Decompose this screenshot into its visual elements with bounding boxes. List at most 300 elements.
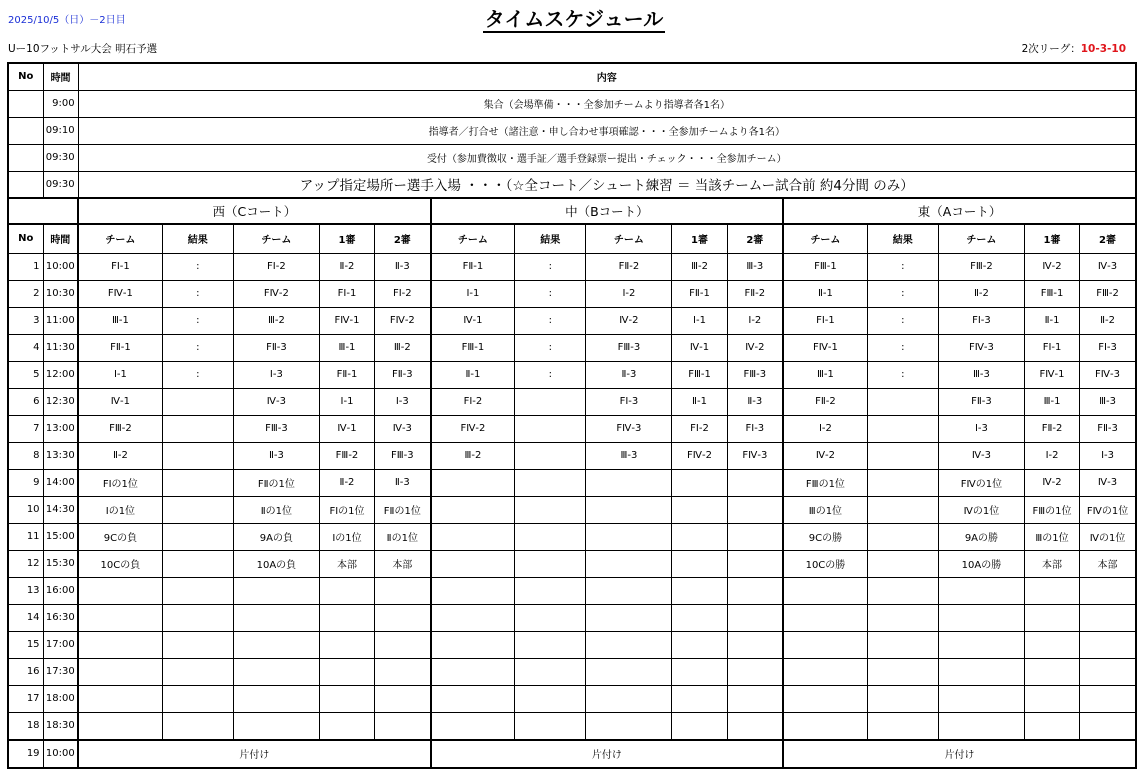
match-team-b: FⅢ-2 <box>938 253 1024 280</box>
match-referee-2: 本部 <box>375 550 431 577</box>
match-team-b <box>586 604 672 631</box>
match-no: 2 <box>8 280 43 307</box>
match-result <box>515 685 586 712</box>
top-header-row <box>8 63 1136 90</box>
match-team-a <box>78 712 162 740</box>
match-referee-1: FⅣ-1 <box>319 307 374 334</box>
match-team-b: FⅢ-3 <box>586 334 672 361</box>
match-result <box>867 631 938 658</box>
match-team-a: Ⅱ-2 <box>78 442 162 469</box>
match-referee-1 <box>1024 604 1079 631</box>
match-result <box>867 388 938 415</box>
match-referee-2 <box>1080 577 1136 604</box>
match-referee-1: FⅡ-1 <box>672 280 727 307</box>
info-text: 受付（参加費徴収・選手証／選手登録票ー提出・チェック・・・全参加チーム） <box>78 144 1136 171</box>
cleanup-time: 10:00 <box>43 740 78 768</box>
match-team-b: Ⅳ-3 <box>938 442 1024 469</box>
match-team-a: 9Cの負 <box>78 523 162 550</box>
match-referee-2 <box>1080 712 1136 740</box>
match-referee-2: Ⅳ-2 <box>727 334 783 361</box>
col-ref2: 2審 <box>375 224 431 253</box>
col-time: 時間 <box>43 224 78 253</box>
match-result <box>515 658 586 685</box>
match-team-a <box>431 496 515 523</box>
match-result <box>162 388 233 415</box>
match-team-a <box>431 712 515 740</box>
match-team-a: Ⅰ-2 <box>783 415 867 442</box>
match-result <box>867 469 938 496</box>
match-referee-1: Ⅲの1位 <box>1024 523 1079 550</box>
match-referee-1: Ⅳ-2 <box>1024 253 1079 280</box>
match-referee-2 <box>727 496 783 523</box>
match-referee-1 <box>319 685 374 712</box>
match-referee-2 <box>727 523 783 550</box>
schedule-date: 2025/10/5（日）－2日目 <box>8 15 126 26</box>
match-team-b: Ⅳの1位 <box>938 496 1024 523</box>
match-time: 13:30 <box>43 442 78 469</box>
match-team-a: Ⅳ-2 <box>783 442 867 469</box>
match-result <box>515 523 586 550</box>
col-team-b: チーム <box>233 224 319 253</box>
info-time: 09:30 <box>43 144 78 171</box>
match-result <box>867 604 938 631</box>
match-team-b <box>586 496 672 523</box>
match-team-a: FⅢ-1 <box>783 253 867 280</box>
match-result: : <box>162 361 233 388</box>
match-referee-2 <box>1080 685 1136 712</box>
info-time: 09:10 <box>43 117 78 144</box>
match-referee-2: Ⅲ-3 <box>1080 388 1136 415</box>
match-referee-1: FⅠ-1 <box>1024 334 1079 361</box>
match-result <box>515 550 586 577</box>
match-referee-2: Ⅱの1位 <box>375 523 431 550</box>
match-team-a <box>78 685 162 712</box>
match-result <box>162 523 233 550</box>
match-referee-1: Ⅲ-1 <box>1024 388 1079 415</box>
col-team-a: チーム <box>783 224 867 253</box>
no-header: No <box>8 63 43 90</box>
match-result <box>515 496 586 523</box>
match-no: 16 <box>8 658 43 685</box>
match-team-b: FⅡ-3 <box>938 388 1024 415</box>
match-result <box>515 469 586 496</box>
match-team-a <box>783 631 867 658</box>
match-referee-2: FⅣの1位 <box>1080 496 1136 523</box>
match-team-b: FⅠ-3 <box>938 307 1024 334</box>
match-referee-1 <box>672 712 727 740</box>
match-referee-2 <box>727 712 783 740</box>
match-time: 16:30 <box>43 604 78 631</box>
match-result <box>515 712 586 740</box>
info-row <box>8 171 1136 198</box>
match-row <box>8 388 1136 415</box>
match-team-b: Ⅲ-3 <box>586 442 672 469</box>
info-text: アップ指定場所ー選手入場 ・・・（☆全コート／シュート練習 ＝ 当該チームー試合前 約4分間 のみ） <box>78 171 1136 198</box>
match-result: : <box>515 307 586 334</box>
match-result <box>162 631 233 658</box>
match-referee-1: FⅢ-1 <box>1024 280 1079 307</box>
match-team-a <box>78 604 162 631</box>
match-team-a <box>783 604 867 631</box>
match-referee-1 <box>1024 712 1079 740</box>
cleanup-label: 片付け <box>783 740 1136 768</box>
match-referee-2: Ⅳの1位 <box>1080 523 1136 550</box>
match-result: : <box>515 253 586 280</box>
court-title: 中（Bコート） <box>431 198 784 224</box>
match-team-a: FⅣ-1 <box>78 280 162 307</box>
match-time: 11:30 <box>43 334 78 361</box>
match-team-b <box>586 712 672 740</box>
match-team-b <box>586 658 672 685</box>
match-team-b: FⅡ-2 <box>586 253 672 280</box>
match-team-b: 10Aの勝 <box>938 550 1024 577</box>
match-referee-2: FⅠ-2 <box>375 280 431 307</box>
match-team-a: FⅢの1位 <box>783 469 867 496</box>
match-time: 16:00 <box>43 577 78 604</box>
match-team-a: FⅡ-1 <box>431 253 515 280</box>
match-row <box>8 442 1136 469</box>
match-team-a <box>431 550 515 577</box>
match-team-b <box>586 631 672 658</box>
match-referee-2: 本部 <box>1080 550 1136 577</box>
match-referee-2 <box>727 469 783 496</box>
match-team-b <box>938 631 1024 658</box>
col-team-b: チーム <box>586 224 672 253</box>
match-referee-2 <box>727 604 783 631</box>
match-referee-2: FⅡ-3 <box>375 361 431 388</box>
match-result <box>162 415 233 442</box>
event-name: Uー10フットサル大会 明石予選 <box>8 43 158 55</box>
match-no: 15 <box>8 631 43 658</box>
match-result: : <box>162 307 233 334</box>
match-no: 11 <box>8 523 43 550</box>
info-no <box>8 144 43 171</box>
schedule-body <box>8 63 1136 768</box>
match-referee-2 <box>727 631 783 658</box>
match-team-a <box>783 577 867 604</box>
match-result <box>867 685 938 712</box>
match-team-b <box>938 712 1024 740</box>
match-referee-1: Ⅰ-1 <box>672 307 727 334</box>
match-result <box>867 658 938 685</box>
match-team-a: FⅠ-2 <box>431 388 515 415</box>
match-row <box>8 658 1136 685</box>
match-no: 10 <box>8 496 43 523</box>
match-row <box>8 550 1136 577</box>
info-text: 集合（会場準備・・・全参加チームより指導者各1名） <box>78 90 1136 117</box>
match-team-a: 9Cの勝 <box>783 523 867 550</box>
match-no: 13 <box>8 577 43 604</box>
match-result <box>162 658 233 685</box>
match-referee-2: FⅢ-3 <box>727 361 783 388</box>
match-referee-1: Ⅱ-2 <box>319 469 374 496</box>
match-team-a <box>431 631 515 658</box>
match-result <box>867 496 938 523</box>
match-result: : <box>867 361 938 388</box>
col-team-a: チーム <box>431 224 515 253</box>
match-team-a <box>78 577 162 604</box>
cleanup-label: 片付け <box>78 740 431 768</box>
match-team-a <box>783 712 867 740</box>
match-team-a: FⅣ-2 <box>431 415 515 442</box>
match-team-a: FⅡ-2 <box>783 388 867 415</box>
match-time: 17:30 <box>43 658 78 685</box>
column-header-row <box>8 224 1136 253</box>
col-ref1: 1審 <box>319 224 374 253</box>
match-no: 9 <box>8 469 43 496</box>
match-time: 14:00 <box>43 469 78 496</box>
match-team-a: FⅢ-2 <box>78 415 162 442</box>
match-row <box>8 712 1136 740</box>
cleanup-no: 19 <box>8 740 43 768</box>
match-referee-1 <box>672 469 727 496</box>
match-result <box>162 469 233 496</box>
match-team-a: 10Cの負 <box>78 550 162 577</box>
match-referee-1: FⅠ-2 <box>672 415 727 442</box>
match-referee-2: Ⅲ-3 <box>727 253 783 280</box>
match-referee-1 <box>672 631 727 658</box>
page-title <box>0 3 1148 32</box>
match-team-b: Ⅱ-3 <box>586 361 672 388</box>
match-no: 17 <box>8 685 43 712</box>
match-referee-1 <box>319 577 374 604</box>
match-referee-1 <box>672 658 727 685</box>
match-referee-2: Ⅳ-3 <box>1080 253 1136 280</box>
match-team-a: FⅠ-1 <box>78 253 162 280</box>
match-result <box>515 604 586 631</box>
match-team-a <box>431 577 515 604</box>
match-referee-1: FⅣ-2 <box>672 442 727 469</box>
match-team-a: Ⅳ-1 <box>431 307 515 334</box>
match-team-a: Ⅲ-2 <box>431 442 515 469</box>
league-code: 10-3-10 <box>1080 43 1126 55</box>
match-referee-2 <box>1080 631 1136 658</box>
match-referee-1: Ⅲ-2 <box>672 253 727 280</box>
match-result: : <box>867 307 938 334</box>
match-referee-1 <box>1024 577 1079 604</box>
match-no: 4 <box>8 334 43 361</box>
match-team-b: FⅠ-3 <box>586 388 672 415</box>
info-row <box>8 90 1136 117</box>
match-referee-1: 本部 <box>319 550 374 577</box>
match-referee-2 <box>727 550 783 577</box>
col-result: 結果 <box>867 224 938 253</box>
match-referee-1: FⅡ-1 <box>319 361 374 388</box>
match-referee-1: FⅢ-2 <box>319 442 374 469</box>
match-row <box>8 631 1136 658</box>
match-referee-1: 本部 <box>1024 550 1079 577</box>
match-row <box>8 280 1136 307</box>
match-team-b: 9Aの勝 <box>938 523 1024 550</box>
match-team-b <box>938 658 1024 685</box>
match-referee-2: Ⅰ-3 <box>1080 442 1136 469</box>
match-team-b: Ⅰ-2 <box>586 280 672 307</box>
match-row <box>8 334 1136 361</box>
match-team-a <box>783 658 867 685</box>
match-result: : <box>515 361 586 388</box>
match-team-b <box>233 685 319 712</box>
match-result <box>867 442 938 469</box>
match-no: 18 <box>8 712 43 740</box>
match-team-b <box>233 712 319 740</box>
match-referee-2 <box>1080 604 1136 631</box>
match-team-a: Ⅲの1位 <box>783 496 867 523</box>
league-info <box>1022 41 1126 56</box>
match-team-b <box>938 577 1024 604</box>
match-team-a: Ⅱ-1 <box>431 361 515 388</box>
match-team-a <box>431 469 515 496</box>
info-row <box>8 117 1136 144</box>
match-referee-2: Ⅱ-3 <box>727 388 783 415</box>
match-team-b: FⅠ-2 <box>233 253 319 280</box>
match-result: : <box>515 280 586 307</box>
match-referee-2: FⅣ-2 <box>375 307 431 334</box>
match-referee-1: Ⅰの1位 <box>319 523 374 550</box>
match-time: 13:00 <box>43 415 78 442</box>
match-referee-2: Ⅰ-3 <box>375 388 431 415</box>
match-result <box>867 415 938 442</box>
content-header: 内容 <box>78 63 1136 90</box>
match-referee-1 <box>1024 631 1079 658</box>
col-result: 結果 <box>515 224 586 253</box>
cleanup-row <box>8 740 1136 768</box>
match-team-a <box>431 685 515 712</box>
info-no <box>8 171 43 198</box>
match-no: 5 <box>8 361 43 388</box>
match-referee-1 <box>672 604 727 631</box>
match-team-a: FⅠ-1 <box>783 307 867 334</box>
match-referee-2 <box>375 577 431 604</box>
match-team-a: 10Cの勝 <box>783 550 867 577</box>
match-referee-1: FⅢ-1 <box>672 361 727 388</box>
match-team-b <box>586 469 672 496</box>
match-result: : <box>867 253 938 280</box>
match-result <box>515 631 586 658</box>
match-team-a <box>431 523 515 550</box>
match-referee-2 <box>727 685 783 712</box>
match-time: 12:30 <box>43 388 78 415</box>
match-referee-2 <box>375 658 431 685</box>
match-team-b <box>233 631 319 658</box>
league-label: 2次リーグ： <box>1021 43 1081 55</box>
match-referee-1 <box>1024 685 1079 712</box>
info-no <box>8 90 43 117</box>
match-referee-2: FⅠ-3 <box>1080 334 1136 361</box>
match-result <box>515 388 586 415</box>
match-team-b: FⅣ-3 <box>586 415 672 442</box>
match-referee-2: Ⅳ-3 <box>1080 469 1136 496</box>
match-referee-2: Ⅳ-3 <box>375 415 431 442</box>
match-team-a: FⅡ-1 <box>78 334 162 361</box>
match-no: 1 <box>8 253 43 280</box>
col-result: 結果 <box>162 224 233 253</box>
match-result <box>162 550 233 577</box>
match-team-b: Ⅱの1位 <box>233 496 319 523</box>
col-ref2: 2審 <box>1080 224 1136 253</box>
match-referee-2: FⅡ-3 <box>1080 415 1136 442</box>
match-result <box>162 496 233 523</box>
match-result <box>867 550 938 577</box>
match-team-b <box>586 577 672 604</box>
match-team-a <box>431 604 515 631</box>
match-result <box>162 604 233 631</box>
match-team-a: Ⅱ-1 <box>783 280 867 307</box>
match-team-b: Ⅳ-3 <box>233 388 319 415</box>
match-time: 17:00 <box>43 631 78 658</box>
match-referee-2: Ⅱ-3 <box>375 253 431 280</box>
match-time: 15:30 <box>43 550 78 577</box>
match-row <box>8 523 1136 550</box>
match-referee-2: FⅡ-2 <box>727 280 783 307</box>
match-team-a: FⅣ-1 <box>783 334 867 361</box>
match-result: : <box>867 334 938 361</box>
match-no: 3 <box>8 307 43 334</box>
match-referee-1 <box>672 496 727 523</box>
match-referee-2 <box>375 604 431 631</box>
match-result <box>162 685 233 712</box>
info-time: 09:30 <box>43 171 78 198</box>
col-ref2: 2審 <box>727 224 783 253</box>
match-team-b: FⅣの1位 <box>938 469 1024 496</box>
match-row <box>8 604 1136 631</box>
match-team-b <box>938 685 1024 712</box>
match-result: : <box>162 334 233 361</box>
match-referee-1: Ⅱ-2 <box>319 253 374 280</box>
match-time: 11:00 <box>43 307 78 334</box>
match-referee-2: FⅠ-3 <box>727 415 783 442</box>
match-team-b: FⅡ-3 <box>233 334 319 361</box>
page-title-text: タイムスケジュール <box>484 7 664 31</box>
match-referee-2 <box>375 631 431 658</box>
court-row <box>8 198 1136 224</box>
match-row <box>8 469 1136 496</box>
match-referee-1: Ⅰ-1 <box>319 388 374 415</box>
match-team-b: Ⅲ-3 <box>938 361 1024 388</box>
match-team-a: Ⅰ-1 <box>431 280 515 307</box>
match-referee-1 <box>672 550 727 577</box>
match-team-a <box>783 685 867 712</box>
match-referee-2: FⅢ-3 <box>375 442 431 469</box>
match-time: 10:00 <box>43 253 78 280</box>
match-referee-1: Ⅱ-1 <box>672 388 727 415</box>
match-no: 8 <box>8 442 43 469</box>
match-team-a: Ⅰの1位 <box>78 496 162 523</box>
match-referee-1: Ⅳ-2 <box>1024 469 1079 496</box>
match-team-b: FⅣ-2 <box>233 280 319 307</box>
match-referee-1: FⅣ-1 <box>1024 361 1079 388</box>
cleanup-label: 片付け <box>431 740 784 768</box>
match-referee-1 <box>319 658 374 685</box>
match-team-a: Ⅲ-1 <box>783 361 867 388</box>
match-team-a: FⅢ-1 <box>431 334 515 361</box>
info-time: 9:00 <box>43 90 78 117</box>
match-result <box>162 577 233 604</box>
match-team-b <box>586 685 672 712</box>
match-time: 18:30 <box>43 712 78 740</box>
match-row <box>8 415 1136 442</box>
match-team-b: Ⅰ-3 <box>233 361 319 388</box>
match-team-a <box>431 658 515 685</box>
match-referee-1 <box>1024 658 1079 685</box>
match-team-a <box>78 658 162 685</box>
match-result: : <box>867 280 938 307</box>
match-referee-1: Ⅳ-1 <box>672 334 727 361</box>
match-referee-1: Ⅱ-1 <box>1024 307 1079 334</box>
match-team-a: Ⅰ-1 <box>78 361 162 388</box>
match-referee-2 <box>375 685 431 712</box>
match-team-a <box>78 631 162 658</box>
match-referee-2: Ⅲ-2 <box>375 334 431 361</box>
